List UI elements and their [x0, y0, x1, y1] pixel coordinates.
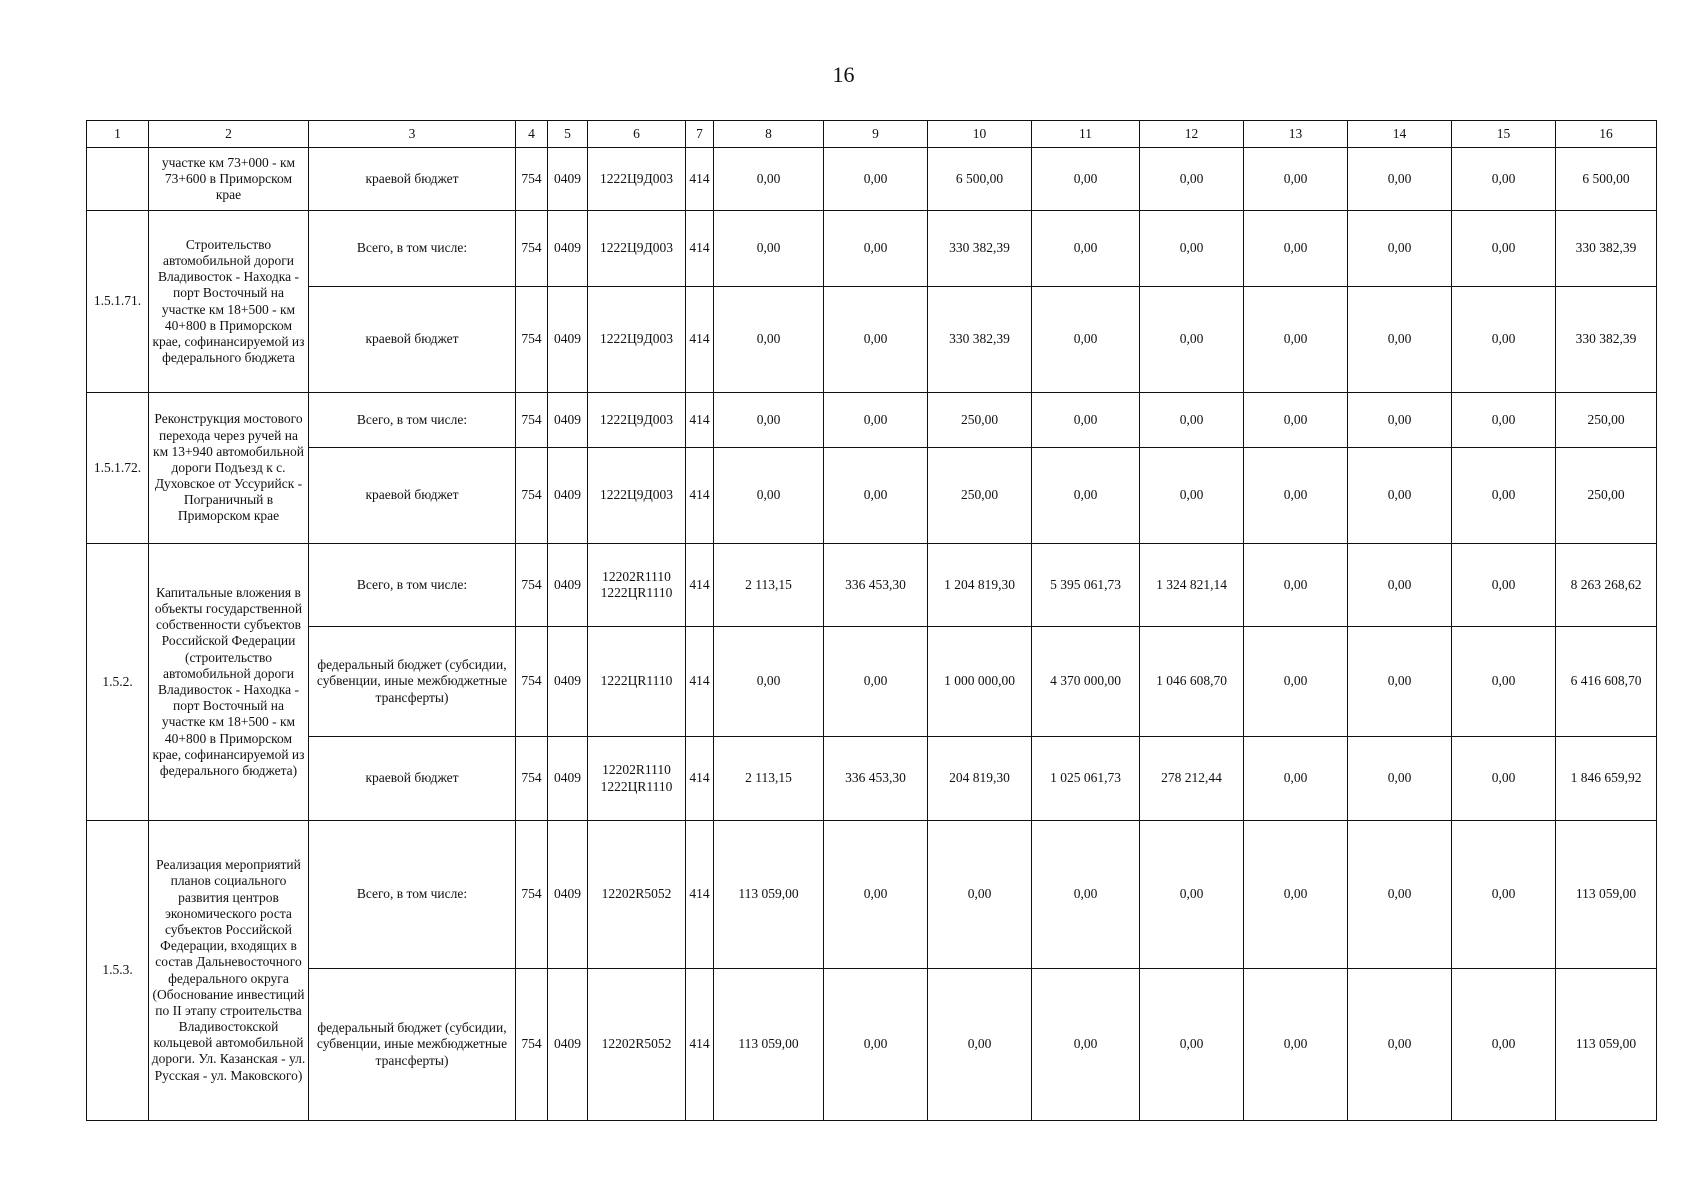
amount-col-11: 0,00	[1032, 448, 1140, 544]
amount-col-15: 0,00	[1452, 287, 1556, 393]
amount-col-9: 0,00	[824, 969, 928, 1121]
code-col-7: 414	[686, 969, 714, 1121]
amount-col-11: 1 025 061,73	[1032, 737, 1140, 821]
amount-col-13: 0,00	[1244, 148, 1348, 211]
code-col-7: 414	[686, 544, 714, 627]
amount-col-11: 0,00	[1032, 148, 1140, 211]
code-col-5: 0409	[548, 969, 588, 1121]
amount-col-9: 0,00	[824, 211, 928, 287]
amount-col-12: 0,00	[1140, 211, 1244, 287]
amount-col-16: 330 382,39	[1556, 211, 1657, 287]
amount-col-12: 0,00	[1140, 821, 1244, 969]
amount-col-12: 278 212,44	[1140, 737, 1244, 821]
amount-col-15: 0,00	[1452, 148, 1556, 211]
amount-col-9: 336 453,30	[824, 737, 928, 821]
code-col-5: 0409	[548, 544, 588, 627]
amount-col-10: 330 382,39	[928, 211, 1032, 287]
amount-col-14: 0,00	[1348, 969, 1452, 1121]
amount-col-14: 0,00	[1348, 544, 1452, 627]
amount-col-11: 0,00	[1032, 287, 1140, 393]
amount-col-8: 0,00	[714, 211, 824, 287]
amount-col-12: 1 324 821,14	[1140, 544, 1244, 627]
amount-col-10: 1 204 819,30	[928, 544, 1032, 627]
amount-col-15: 0,00	[1452, 544, 1556, 627]
amount-col-8: 0,00	[714, 393, 824, 448]
amount-col-14: 0,00	[1348, 737, 1452, 821]
code-col-7: 414	[686, 737, 714, 821]
table-row	[87, 448, 1657, 544]
column-header-12: 12	[1140, 121, 1244, 148]
table-row	[87, 627, 1657, 737]
code-col-7: 414	[686, 211, 714, 287]
item-number: 1.5.1.72.	[87, 393, 149, 544]
amount-col-15: 0,00	[1452, 821, 1556, 969]
code-col-6: 12202R1110 1222ЦR1110	[588, 737, 686, 821]
code-col-5: 0409	[548, 393, 588, 448]
item-name: Капитальные вложения в объекты государственной собственности субъектов Российской Федерации (строительство автомобильной дороги Владивосток - Находка - порт Восточный на участке км 18+500 - км 40+800 в Приморском крае, софинансируемой из федерального бюджета)	[149, 544, 309, 821]
amount-col-13: 0,00	[1244, 737, 1348, 821]
code-col-4: 754	[516, 627, 548, 737]
amount-col-10: 250,00	[928, 393, 1032, 448]
amount-col-16: 250,00	[1556, 393, 1657, 448]
amount-col-15: 0,00	[1452, 448, 1556, 544]
code-col-5: 0409	[548, 287, 588, 393]
funding-source: краевой бюджет	[309, 287, 516, 393]
amount-col-11: 4 370 000,00	[1032, 627, 1140, 737]
amount-col-15: 0,00	[1452, 211, 1556, 287]
code-col-7: 414	[686, 148, 714, 211]
funding-source: федеральный бюджет (субсидии, субвенции, иные межбюджетные трансферты)	[309, 969, 516, 1121]
code-col-6: 12202R1110 1222ЦR1110	[588, 544, 686, 627]
code-col-7: 414	[686, 627, 714, 737]
amount-col-14: 0,00	[1348, 287, 1452, 393]
amount-col-9: 0,00	[824, 393, 928, 448]
column-header-9: 9	[824, 121, 928, 148]
amount-col-11: 0,00	[1032, 821, 1140, 969]
amount-col-10: 250,00	[928, 448, 1032, 544]
column-header-14: 14	[1348, 121, 1452, 148]
amount-col-8: 0,00	[714, 448, 824, 544]
amount-col-13: 0,00	[1244, 287, 1348, 393]
funding-source: краевой бюджет	[309, 737, 516, 821]
amount-col-10: 0,00	[928, 969, 1032, 1121]
amount-col-9: 0,00	[824, 627, 928, 737]
code-col-5: 0409	[548, 821, 588, 969]
code-col-7: 414	[686, 821, 714, 969]
item-name: участке км 73+000 - км 73+600 в Приморском крае	[149, 148, 309, 211]
amount-col-16: 8 263 268,62	[1556, 544, 1657, 627]
amount-col-9: 0,00	[824, 821, 928, 969]
item-number: 1.5.3.	[87, 821, 149, 1121]
code-col-6: 1222Ц9Д003	[588, 211, 686, 287]
amount-col-14: 0,00	[1348, 627, 1452, 737]
code-col-5: 0409	[548, 448, 588, 544]
column-header-16: 16	[1556, 121, 1657, 148]
column-header-6: 6	[588, 121, 686, 148]
amount-col-15: 0,00	[1452, 737, 1556, 821]
amount-col-12: 0,00	[1140, 148, 1244, 211]
table-row	[87, 737, 1657, 821]
item-name: Строительство автомобильной дороги Владивосток - Находка - порт Восточный на участке км 18+500 - км 40+800 в Приморском крае, софинансируемой из федерального бюджета	[149, 211, 309, 393]
funding-source: федеральный бюджет (субсидии, субвенции, иные межбюджетные трансферты)	[309, 627, 516, 737]
page-number: 16	[832, 62, 855, 87]
amount-col-8: 0,00	[714, 287, 824, 393]
item-number: 1.5.2.	[87, 544, 149, 821]
table-row	[87, 393, 1657, 448]
amount-col-11: 0,00	[1032, 969, 1140, 1121]
amount-col-11: 5 395 061,73	[1032, 544, 1140, 627]
budget-table	[86, 120, 1657, 1121]
amount-col-15: 0,00	[1452, 393, 1556, 448]
amount-col-14: 0,00	[1348, 448, 1452, 544]
amount-col-16: 6 416 608,70	[1556, 627, 1657, 737]
item-number	[87, 148, 149, 211]
amount-col-8: 0,00	[714, 148, 824, 211]
code-col-4: 754	[516, 148, 548, 211]
amount-col-8: 113 059,00	[714, 821, 824, 969]
amount-col-15: 0,00	[1452, 627, 1556, 737]
code-col-6: 12202R5052	[588, 969, 686, 1121]
amount-col-16: 250,00	[1556, 448, 1657, 544]
column-header-4: 4	[516, 121, 548, 148]
item-name: Реализация мероприятий планов социального развития центров экономического роста субъектов Российской Федерации, входящих в состав Дальневосточного федерального округа (Обоснование инвестиций по II этапу строительства Владивостокской кольцевой автомобильной дороги. Ул. Казанская - ул. Русская - ул. Маковского)	[149, 821, 309, 1121]
table-row	[87, 969, 1657, 1121]
amount-col-13: 0,00	[1244, 393, 1348, 448]
amount-col-10: 6 500,00	[928, 148, 1032, 211]
code-col-4: 754	[516, 287, 548, 393]
code-col-6: 1222Ц9Д003	[588, 448, 686, 544]
amount-col-9: 0,00	[824, 287, 928, 393]
amount-col-14: 0,00	[1348, 821, 1452, 969]
funding-source: Всего, в том числе:	[309, 821, 516, 969]
amount-col-10: 204 819,30	[928, 737, 1032, 821]
table-row	[87, 148, 1657, 211]
amount-col-10: 330 382,39	[928, 287, 1032, 393]
column-header-15: 15	[1452, 121, 1556, 148]
amount-col-8: 2 113,15	[714, 544, 824, 627]
funding-source: Всего, в том числе:	[309, 393, 516, 448]
amount-col-12: 0,00	[1140, 287, 1244, 393]
amount-col-12: 1 046 608,70	[1140, 627, 1244, 737]
header-row	[87, 121, 1657, 148]
code-col-7: 414	[686, 393, 714, 448]
code-col-4: 754	[516, 969, 548, 1121]
code-col-4: 754	[516, 737, 548, 821]
code-col-6: 1222Ц9Д003	[588, 287, 686, 393]
amount-col-13: 0,00	[1244, 544, 1348, 627]
amount-col-15: 0,00	[1452, 969, 1556, 1121]
column-header-13: 13	[1244, 121, 1348, 148]
amount-col-11: 0,00	[1032, 393, 1140, 448]
table-row	[87, 544, 1657, 627]
amount-col-16: 330 382,39	[1556, 287, 1657, 393]
amount-col-16: 113 059,00	[1556, 821, 1657, 969]
code-col-4: 754	[516, 393, 548, 448]
table-row	[87, 211, 1657, 287]
code-col-7: 414	[686, 448, 714, 544]
amount-col-13: 0,00	[1244, 448, 1348, 544]
amount-col-14: 0,00	[1348, 211, 1452, 287]
code-col-5: 0409	[548, 148, 588, 211]
amount-col-10: 1 000 000,00	[928, 627, 1032, 737]
code-col-5: 0409	[548, 737, 588, 821]
code-col-6: 12202R5052	[588, 821, 686, 969]
code-col-5: 0409	[548, 211, 588, 287]
amount-col-9: 336 453,30	[824, 544, 928, 627]
amount-col-11: 0,00	[1032, 211, 1140, 287]
column-header-3: 3	[309, 121, 516, 148]
amount-col-12: 0,00	[1140, 448, 1244, 544]
amount-col-12: 0,00	[1140, 393, 1244, 448]
column-header-5: 5	[548, 121, 588, 148]
code-col-7: 414	[686, 287, 714, 393]
table-body	[87, 148, 1657, 1121]
code-col-6: 1222Ц9Д003	[588, 393, 686, 448]
column-header-2: 2	[149, 121, 309, 148]
amount-col-9: 0,00	[824, 448, 928, 544]
amount-col-8: 2 113,15	[714, 737, 824, 821]
amount-col-13: 0,00	[1244, 969, 1348, 1121]
column-header-11: 11	[1032, 121, 1140, 148]
table-row	[87, 821, 1657, 969]
amount-col-9: 0,00	[824, 148, 928, 211]
amount-col-10: 0,00	[928, 821, 1032, 969]
amount-col-8: 113 059,00	[714, 969, 824, 1121]
amount-col-14: 0,00	[1348, 148, 1452, 211]
code-col-6: 1222Ц9Д003	[588, 148, 686, 211]
amount-col-14: 0,00	[1348, 393, 1452, 448]
amount-col-13: 0,00	[1244, 627, 1348, 737]
amount-col-16: 1 846 659,92	[1556, 737, 1657, 821]
funding-source: Всего, в том числе:	[309, 211, 516, 287]
column-header-7: 7	[686, 121, 714, 148]
code-col-5: 0409	[548, 627, 588, 737]
amount-col-13: 0,00	[1244, 211, 1348, 287]
funding-source: краевой бюджет	[309, 148, 516, 211]
code-col-4: 754	[516, 544, 548, 627]
column-header-1: 1	[87, 121, 149, 148]
amount-col-8: 0,00	[714, 627, 824, 737]
amount-col-16: 6 500,00	[1556, 148, 1657, 211]
code-col-6: 1222ЦR1110	[588, 627, 686, 737]
amount-col-16: 113 059,00	[1556, 969, 1657, 1121]
table-row	[87, 287, 1657, 393]
column-header-10: 10	[928, 121, 1032, 148]
amount-col-12: 0,00	[1140, 969, 1244, 1121]
item-number: 1.5.1.71.	[87, 211, 149, 393]
funding-source: краевой бюджет	[309, 448, 516, 544]
funding-source: Всего, в том числе:	[309, 544, 516, 627]
column-header-8: 8	[714, 121, 824, 148]
item-name: Реконструкция мостового перехода через ручей на км 13+940 автомобильной дороги Подъезд к с. Духовское от Уссурийск - Пограничный в Приморском крае	[149, 393, 309, 544]
code-col-4: 754	[516, 211, 548, 287]
code-col-4: 754	[516, 448, 548, 544]
code-col-4: 754	[516, 821, 548, 969]
amount-col-13: 0,00	[1244, 821, 1348, 969]
